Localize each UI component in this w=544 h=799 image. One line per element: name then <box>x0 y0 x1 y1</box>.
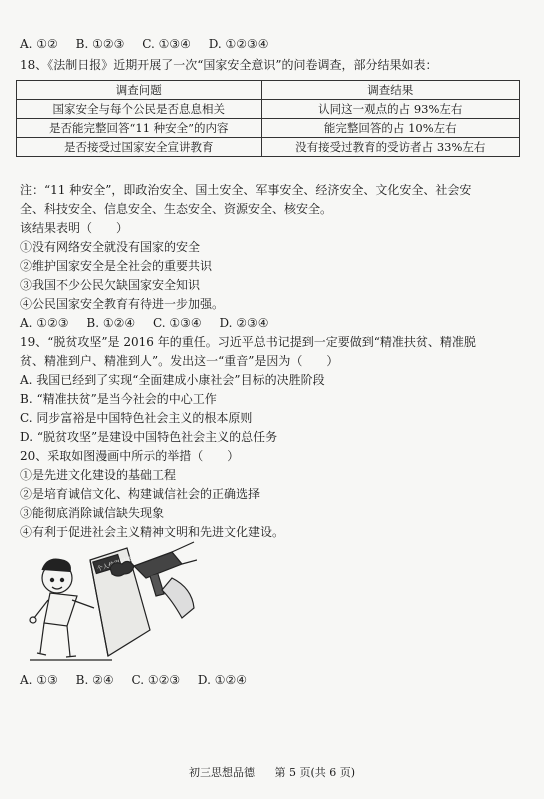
table-row <box>17 119 520 138</box>
q18-item-3: ③我国不少公民欠缺国家安全知识 <box>20 278 201 292</box>
q18-option-b: B. ①②④ <box>86 316 136 330</box>
table-cell: 是否接受过国家安全宣讲教育 <box>17 138 262 157</box>
survey-table-header <box>17 81 520 100</box>
q18-item-1: ①没有网络安全就没有国家的安全 <box>20 240 201 254</box>
q18-options <box>20 315 283 331</box>
cartoon-illustration <box>22 538 197 663</box>
q19-option-c: C. 同步富裕是中国特色社会主义的根本原则 <box>20 411 253 425</box>
q20-item-2: ②是培育诚信文化、构建诚信社会的正确选择 <box>20 487 261 501</box>
q18-option-a: A. ①②③ <box>20 316 69 330</box>
q20-item-3: ③能彻底消除诚信缺失现象 <box>20 506 165 520</box>
table-row <box>17 100 520 119</box>
q18-note-line2: 全、科技安全、信息安全、生态安全、资源安全、核安全。 <box>20 202 333 216</box>
q17-option-d: D. ①②③④ <box>208 37 269 51</box>
q18-prompt: 该结果表明（ ） <box>20 221 129 235</box>
q19-option-b: B. “精准扶贫”是当今社会的中心工作 <box>20 392 217 406</box>
table-cell: 国家安全与每个公民是否息息相关 <box>17 100 262 119</box>
q18-note-line1: 注：“11 种安全”，即政治安全、国土安全、军事安全、经济安全、文化安全、社会安 <box>20 183 472 197</box>
q20-option-a: A. ①③ <box>20 673 58 687</box>
q18-item-4: ④公民国家安全教育有待进一步加强。 <box>20 297 225 311</box>
q20-option-b: B. ②④ <box>75 673 114 687</box>
q18-item-2: ②维护国家安全是全社会的重要共识 <box>20 259 213 273</box>
q18-option-d: D. ②③④ <box>219 316 269 330</box>
q19-option-a: A. 我国已经到了实现“全面建成小康社会”目标的决胜阶段 <box>20 373 325 387</box>
table-row <box>17 138 520 157</box>
q17-options <box>20 36 283 52</box>
q20-options <box>20 672 261 688</box>
footer-subject: 初三思想品德 <box>188 766 255 779</box>
table-cell: 认同这一观点的占 93%左右 <box>261 100 519 119</box>
q18-option-c: C. ①③④ <box>152 316 202 330</box>
q20-option-d: D. ①②④ <box>197 673 248 687</box>
survey-header-result: 调查结果 <box>261 81 519 100</box>
q20-item-1: ①是先进文化建设的基础工程 <box>20 468 177 482</box>
q20-item-4: ④有利于促进社会主义精神文明和先进文化建设。 <box>20 525 285 539</box>
q17-option-c: C. ①③④ <box>142 37 191 51</box>
q20-option-c: C. ①②③ <box>131 673 181 687</box>
q19-option-d: D. “脱贫攻坚”是建设中国特色社会主义的总任务 <box>20 430 278 444</box>
q19-stem-line2: 贫、精准到户、精准到人”。发出这一“重音”是因为（ ） <box>20 354 339 368</box>
page-footer <box>0 764 544 780</box>
q19-stem-line1: 19、“脱贫攻坚”是 2016 年的重任。习近平总书记提到一定要做到“精准扶贫、精准脱 <box>20 335 476 349</box>
q18-stem: 18、《法制日报》近期开展了一次“国家安全意识”的问卷调查，部分结果如表： <box>20 58 438 72</box>
footer-page-number: 第 5 页(共 6 页) <box>274 766 356 779</box>
table-cell: 能完整回答的占 10%左右 <box>261 119 519 138</box>
survey-header-question: 调查问题 <box>17 81 262 100</box>
q17-option-a: A. ①② <box>20 37 58 51</box>
survey-table <box>16 80 520 157</box>
q17-option-b: B. ①②③ <box>75 37 125 51</box>
table-cell: 是否能完整回答“11 种安全”的内容 <box>17 119 262 138</box>
table-cell: 没有接受过教育的受访者占 33%左右 <box>261 138 519 157</box>
q20-stem: 20、采取如图漫画中所示的举措（ ） <box>20 449 240 463</box>
